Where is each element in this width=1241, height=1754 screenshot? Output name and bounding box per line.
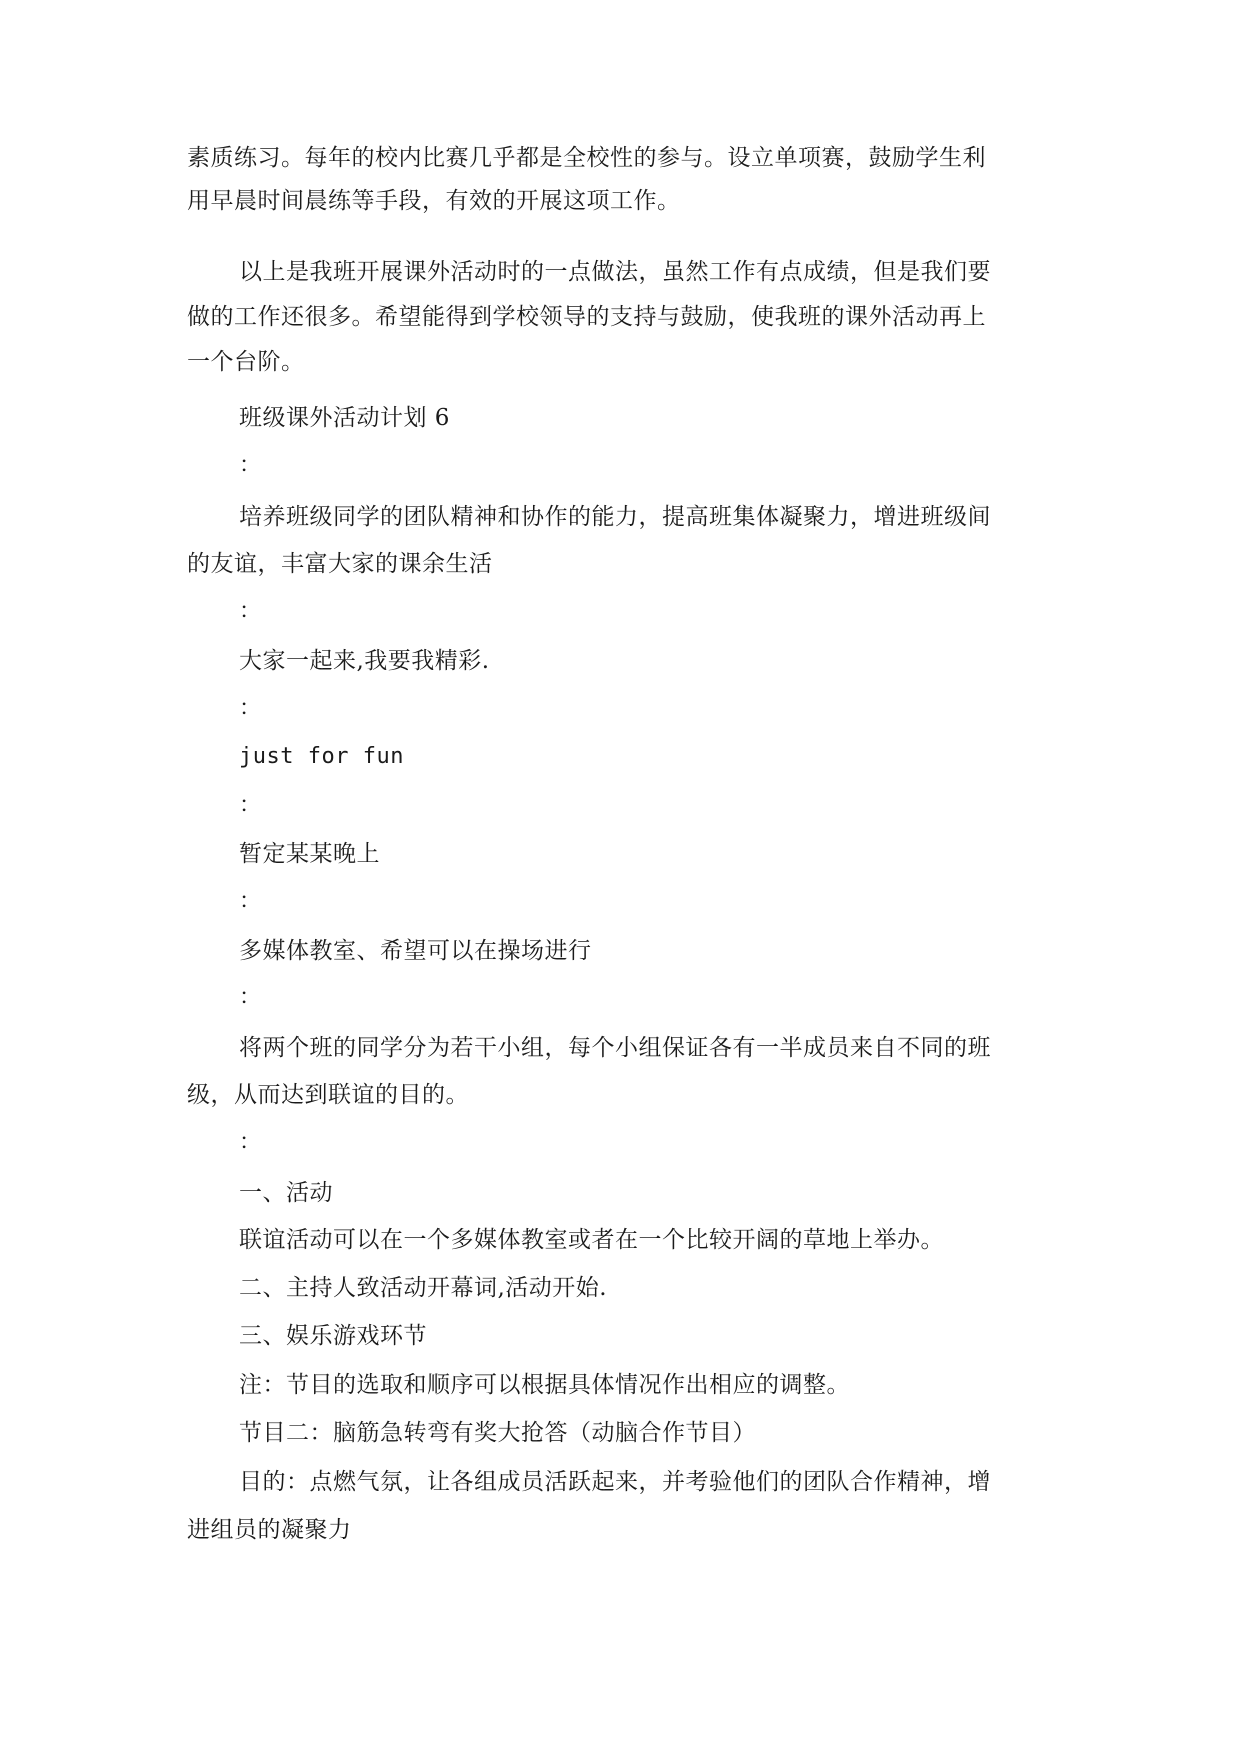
colon-marker: ： [239,599,262,624]
paragraph-line: 做的工作还很多。希望能得到学校领导的支持与鼓励，使我班的课外活动再上 [187,304,986,330]
slogan-line: 大家一起来,我要我精彩. [239,648,490,674]
paragraph-line: 一个台阶。 [187,349,305,375]
list-item: 一、活动 [239,1180,333,1206]
paragraph-line: 用早晨时间晨练等手段，有效的开展这项工作。 [187,188,681,214]
colon-marker: ： [239,696,262,721]
paragraph-line: 进组员的凝聚力 [187,1517,352,1543]
program-title: 节目二：脑筋急转弯有奖大抢答（动脑合作节目） [239,1420,756,1446]
paragraph-line: 将两个班的同学分为若干小组，每个小组保证各有一半成员来自不同的班 [239,1035,991,1061]
location-line: 多媒体教室、希望可以在操场进行 [239,938,592,964]
paragraph-line: 培养班级同学的团队精神和协作的能力，提高班集体凝聚力，增进班级间 [239,504,991,530]
colon-marker: ： [239,889,262,914]
time-line: 暂定某某晚上 [239,841,380,867]
paragraph-line: 以上是我班开展课外活动时的一点做法，虽然工作有点成绩，但是我们要 [239,259,991,285]
colon-marker: ： [239,985,262,1010]
section-title: 班级课外活动计划 6 [239,405,450,431]
paragraph-line: 目的：点燃气氛，让各组成员活跃起来，并考验他们的团队合作精神，增 [239,1469,991,1495]
theme-line: just for fun [239,744,404,769]
colon-marker: ： [239,453,262,478]
paragraph-line: 素质练习。每年的校内比赛几乎都是全校性的参与。设立单项赛，鼓励学生利 [187,145,986,171]
paragraph-line: 的友谊，丰富大家的课余生活 [187,551,493,577]
note-line: 注：节目的选取和顺序可以根据具体情况作出相应的调整。 [239,1372,850,1398]
list-item: 二、主持人致活动开幕词,活动开始. [239,1275,608,1301]
paragraph-line: 联谊活动可以在一个多媒体教室或者在一个比较开阔的草地上举办。 [239,1227,944,1253]
list-item: 三、娱乐游戏环节 [239,1323,427,1349]
paragraph-line: 级，从而达到联谊的目的。 [187,1082,469,1108]
colon-marker: ： [239,1130,262,1155]
colon-marker: ： [239,793,262,818]
